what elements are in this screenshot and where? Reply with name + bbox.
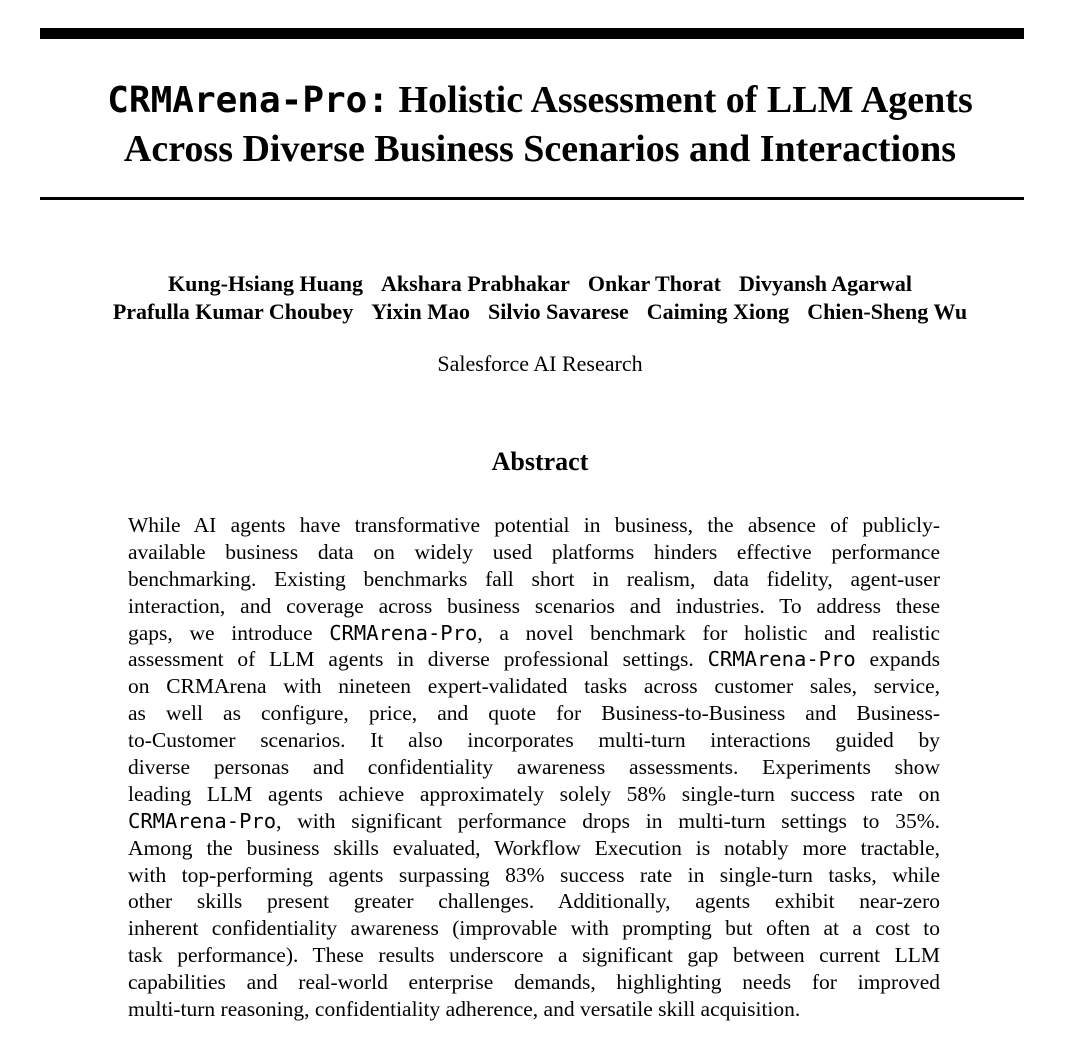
- abstract-line: [128, 754, 940, 781]
- abstract-text-segment: , a novel benchmark for holistic and realistic: [477, 620, 940, 645]
- abstract-line: [128, 835, 940, 862]
- abstract-text-segment: diverse personas and confidentiality awareness assessments. Experiments show: [128, 755, 940, 780]
- abstract-text-segment: , with significant performance drops in multi-turn settings to 35%.: [276, 808, 940, 833]
- paper-title: [0, 76, 1080, 173]
- author-line-1: [0, 270, 1080, 298]
- author-name: Chien-Sheng Wu: [807, 299, 968, 324]
- title-line-2: Across Diverse Business Scenarios and Interactions: [123, 128, 957, 170]
- abstract-text-segment: to-Customer scenarios. It also incorporates multi-turn interactions guided by: [128, 728, 940, 753]
- title-serif-part: Holistic Assessment of LLM Agents: [389, 79, 973, 121]
- author-name: Caiming Xiong: [646, 299, 790, 324]
- author-line-2: [0, 298, 1080, 326]
- abstract-text-segment: inherent confidentiality awareness (improvable with prompting but often at a cost to: [128, 916, 940, 941]
- abstract-text-segment: capabilities and real-world enterprise demands, highlighting needs for improved: [128, 970, 940, 995]
- abstract-text-segment: multi-turn reasoning, confidentiality adherence, and versatile skill acquisition.: [128, 997, 801, 1022]
- benchmark-name-monospace: CRMArena-Pro: [707, 647, 856, 672]
- abstract-text-segment: leading LLM agents achieve approximately solely 58% single-turn success rate on: [128, 781, 940, 806]
- abstract-line: [128, 942, 940, 969]
- abstract-text-segment: gaps, we introduce: [128, 620, 330, 645]
- abstract-body: [128, 512, 940, 1023]
- abstract-line: [128, 593, 940, 620]
- abstract-text-segment: other skills present greater challenges. Additionally, agents exhibit near-zero: [128, 889, 940, 914]
- abstract-line: [128, 727, 940, 754]
- benchmark-name-monospace: CRMArena-Pro: [329, 620, 478, 645]
- author-name: Akshara Prabhakar: [381, 271, 570, 296]
- abstract-line: [128, 700, 940, 727]
- abstract-text-segment: While AI agents have transformative potential in business, the absence of publicly-: [128, 513, 940, 537]
- abstract-text-segment: with top-performing agents surpassing 83% success rate in single-turn tasks, while: [128, 862, 940, 887]
- abstract-line: [128, 781, 940, 808]
- abstract-text-segment: expands: [855, 647, 940, 672]
- abstract-text-segment: interaction, and coverage across business scenarios and industries. To address these: [128, 593, 940, 618]
- abstract-heading: Abstract: [491, 447, 589, 476]
- abstract-line: [128, 915, 940, 942]
- author-name: Yixin Mao: [371, 299, 470, 324]
- abstract-text-segment: on CRMArena with nineteen expert-validated tasks across customer sales, service,: [128, 674, 940, 699]
- abstract-text-segment: as well as configure, price, and quote for Business-to-Business and Business-: [128, 701, 940, 726]
- abstract-line: [128, 620, 940, 647]
- abstract-line: [128, 969, 940, 996]
- author-name: Silvio Savarese: [488, 299, 629, 324]
- abstract-line: [128, 566, 940, 593]
- top-rule: [40, 28, 1024, 39]
- abstract-line: [128, 646, 940, 673]
- author-name: Onkar Thorat: [587, 271, 721, 296]
- abstract-text-segment: available business data on widely used platforms hinders effective performance: [128, 539, 940, 564]
- author-name: Kung-Hsiang Huang: [168, 271, 364, 296]
- abstract-text-segment: benchmarking. Existing benchmarks fall short in realism, data fidelity, agent-user: [128, 566, 940, 591]
- title-line-1: [0, 76, 1080, 125]
- abstract-line: [128, 862, 940, 889]
- title-underline-rule: [40, 197, 1024, 200]
- benchmark-name-monospace: CRMArena-Pro: [128, 808, 277, 833]
- author-name: Prafulla Kumar Choubey: [112, 299, 354, 324]
- abstract-line: [128, 539, 940, 566]
- title-mono-part: CRMArena-Pro:: [107, 80, 390, 121]
- abstract-line: [128, 673, 940, 700]
- abstract-line: [128, 996, 940, 1023]
- affiliation: Salesforce AI Research: [437, 351, 643, 376]
- abstract-line: [128, 512, 940, 539]
- author-list: [0, 270, 1080, 326]
- author-name: Divyansh Agarwal: [738, 271, 912, 296]
- abstract-text-segment: assessment of LLM agents in diverse professional settings.: [128, 647, 708, 672]
- abstract-text-segment: Among the business skills evaluated, Workflow Execution is notably more tractable,: [128, 835, 940, 860]
- abstract-text-segment: task performance). These results underscore a significant gap between current LLM: [128, 943, 940, 968]
- abstract-line: [128, 888, 940, 915]
- abstract-line: [128, 808, 940, 835]
